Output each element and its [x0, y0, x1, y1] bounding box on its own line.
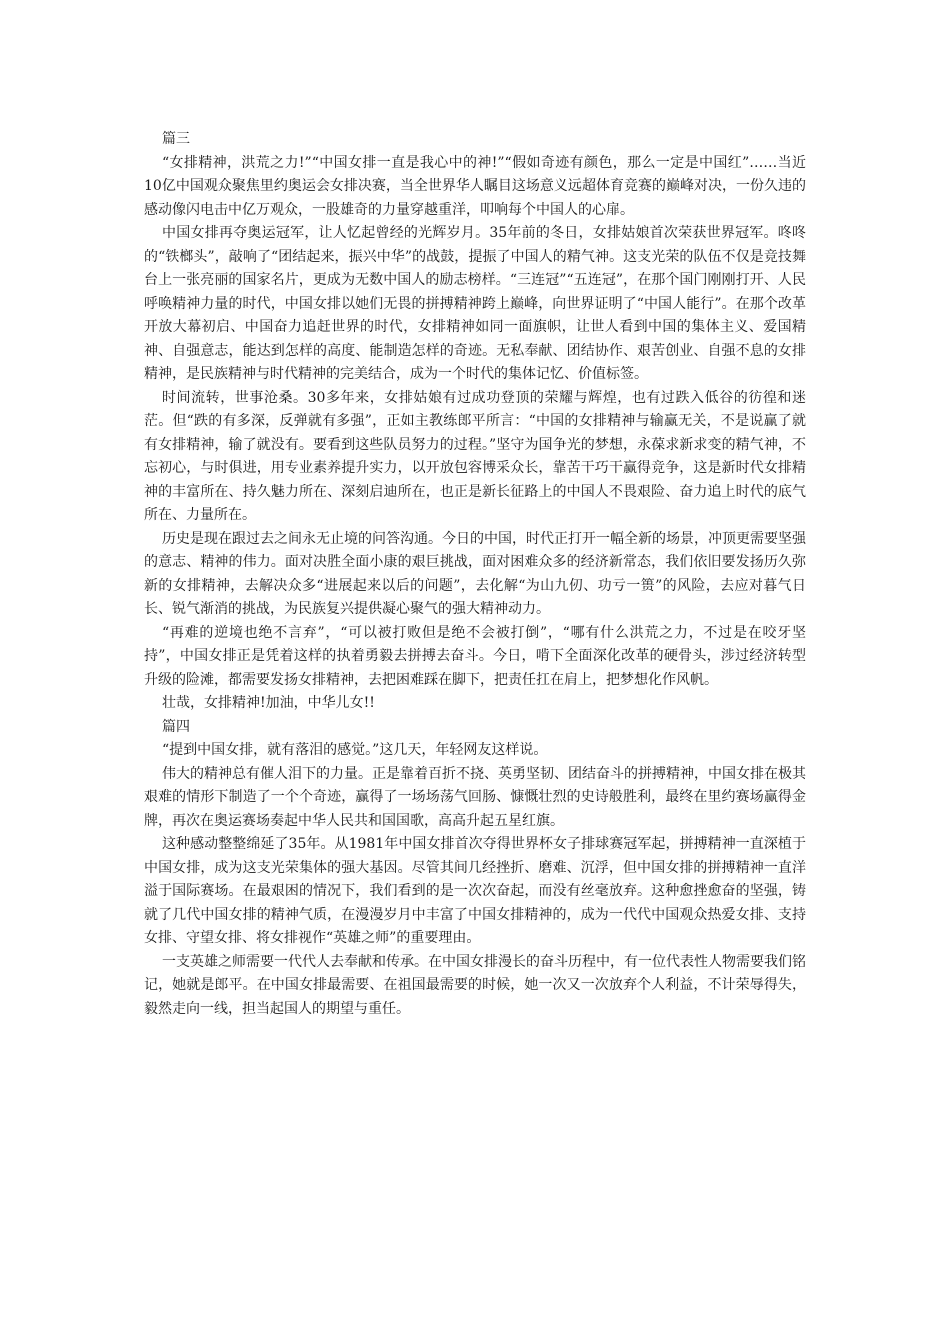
section-heading: 篇三 — [162, 131, 190, 147]
paragraph: 这种感动整整绵延了35年。从1981年中国女排首次夺得世界杯女子排球赛冠军起，拼搏精神一直深植于中国女排，成为这支光荣集体的强大基因。尽管其间几经挫折、磨难、沉浮，但中国女排的拼搏精神一直洋溢于国际赛场。在最艰困的情况下，我们看到的是一次次奋起，而没有丝毫放弃。这种愈挫愈奋的坚强，铸就了几代中国女排的精神气质，在漫漫岁月中丰富了中国女排精神的，成为一代代中国观众热爱女排、支持女排、守望女排、将女排视作“英雄之师”的重要理由。 — [144, 836, 806, 946]
section-heading: 篇四 — [162, 718, 190, 735]
paragraph: 伟大的精神总有催人泪下的力量。正是靠着百折不挠、英勇坚韧、团结奋斗的拼搏精神，中国女排在极其艰难的情形下制造了一个个奇迹，赢得了一场场荡气回肠、慷慨壮烈的史诗般胜利，最终在里约赛场赢得金牌，再次在奥运赛场奏起中华人民共和国国歌，高高升起五星红旗。 — [144, 765, 806, 829]
paragraph: “女排精神，洪荒之力!”“中国女排一直是我心中的神!”“假如奇迹有颜色，那么一定是中国红”……当近10亿中国观众聚焦里约奥运会女排决赛，当全世界华人瞩目这场意义远超体育竞赛的巅峰对决，一份久违的感动像闪电击中亿万观众，一股雄奇的力量穿越重洋，叩响每个中国人的心扉。 — [144, 154, 806, 218]
paragraph: “提到中国女排，就有落泪的感觉。”这几天，年轻网友这样说。 — [162, 742, 548, 758]
paragraph: “再难的逆境也绝不言弃”，“可以被打败但是绝不会被打倒”，“哪有什么洪荒之力，不过是在咬牙坚持”，中国女排正是凭着这样的执着勇毅去拼搏去奋斗。今日，啃下全面深化改革的硬骨头，涉过经济转型升级的险滩，都需要发扬女排精神，去把困难踩在脚下，把责任扛在肩上，把梦想化作风帆。 — [144, 624, 806, 688]
paragraph: 一支英雄之师需要一代代人去奉献和传承。在中国女排漫长的奋斗历程中，有一位代表性人物需要我们铭记，她就是郎平。在中国女排最需要、在祖国最需要的时候，她一次又一次放弃个人利益，不计荣辱得失，毅然走向一线，担当起国人的期望与重任。 — [144, 953, 806, 1017]
paragraph: 壮哉，女排精神!加油，中华儿女!! — [162, 695, 375, 711]
paragraph: 历史是现在跟过去之间永无止境的问答沟通。今日的中国，时代正打开一幅全新的场景，冲顶更需要坚强的意志、精神的伟力。面对决胜全面小康的艰巨挑战，面对困难众多的经济新常态，我们依旧要发扬历久弥新的女排精神，去解决众多“进展起来以后的问题”，去化解“为山九仞、功亏一篑”的风险，去应对暮气日长、锐气渐消的挑战，为民族复兴提供凝心聚气的强大精神动力。 — [144, 530, 806, 617]
document-page — [144, 128, 806, 1021]
paragraph: 中国女排再夺奥运冠军，让人忆起曾经的光辉岁月。35年前的冬日，女排姑娘首次荣获世界冠军。咚咚的“铁榔头”，敲响了“团结起来，振兴中华”的战鼓，提振了中国人的精气神。这支光荣的队伍不仅是竞技舞台上一张亮丽的国家名片，更成为无数中国人的励志榜样。“三连冠”“五连冠”，在那个国门刚刚打开、人民呼唤精神力量的时代，中国女排以她们无畏的拼搏精神跨上巅峰，向世界证明了“中国人能行”。在那个改革开放大幕初启、中国奋力追赶世界的时代，女排精神如同一面旗帜，让世人看到中国的集体主义、爱国精神、自强意志，能达到怎样的高度、能制造怎样的奇迹。无私奉献、团结协作、艰苦创业、自强不息的女排精神，是民族精神与时代精神的完美结合，成为一个时代的集体记忆、价值标签。 — [144, 225, 806, 382]
paragraph: 时间流转，世事沧桑。30多年来，女排姑娘有过成功登顶的荣耀与辉煌，也有过跌入低谷的彷徨和迷茫。但“跌的有多深，反弹就有多强”，正如主教练郎平所言：“中国的女排精神与输赢无关，不是说赢了就有女排精神，输了就没有。要看到这些队员努力的过程。”坚守为国争光的梦想，永葆求新求变的精气神，不忘初心，与时俱进，用专业素养提升实力，以开放包容博采众长，靠苦干巧干赢得竞争，这是新时代女排精神的丰富所在、持久魅力所在、深刻启迪所在，也正是新长征路上的中国人不畏艰险、奋力追上时代的底气所在、力量所在。 — [144, 389, 806, 523]
